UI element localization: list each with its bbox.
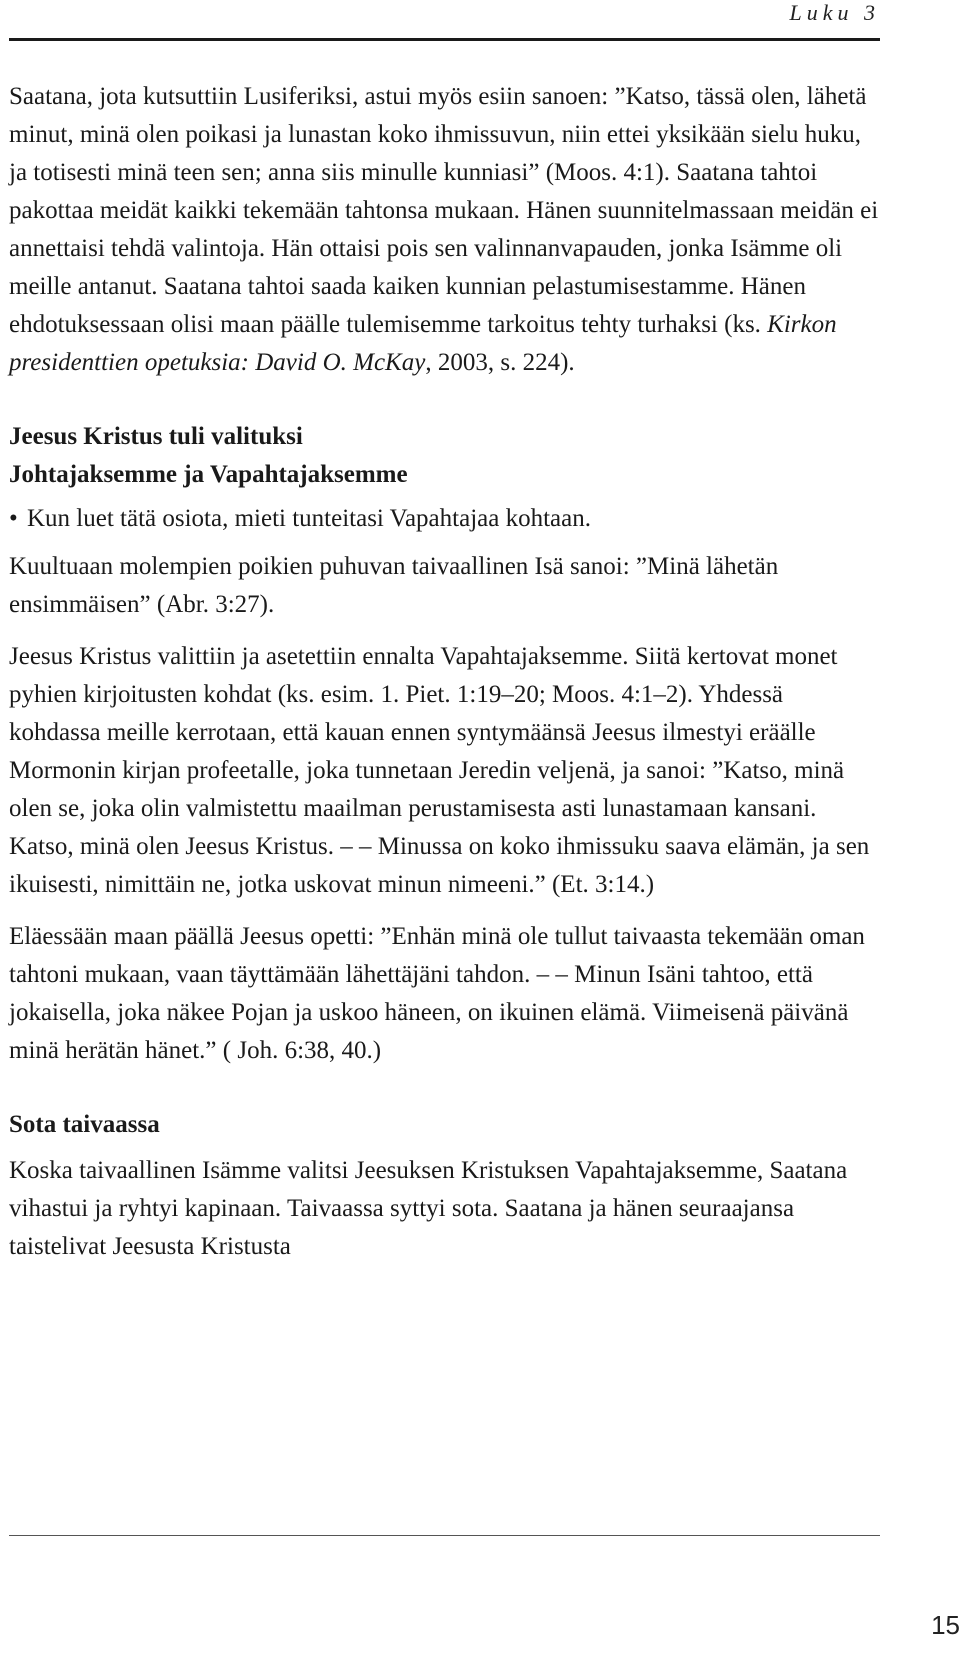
paragraph-text: Saatana, jota kutsuttiin Lusiferiksi, astui myös esiin sanoen: ”Katso, tässä olen, lähetä minut, minä olen poikasi ja lunastan koko ihmissuvun, niin ettei yksikään sielu huku, ja totisesti minä teen sen; anna siis minulle kunniasi” (Moos. 4:1). Saatana tahtoi pakottaa meidät kaikki tekemään tahtonsa mukaan. Hänen suunnitelmassaan meidän ei annettaisi tehdä valintoja. Hän ottaisi pois sen valinnanvapauden, jonka Isämme oli meille antanut. Saatana tahtoi saada kaiken kunnian pelastumisestamme. Hänen ehdotuksessaan olisi maan päälle tulemisemme tarkoitus tehty turhaksi (ks. <box>9 83 879 338</box>
page-number: 15 <box>931 1610 960 1640</box>
page-content <box>9 78 879 1280</box>
heading-line-1: Jeesus Kristus tuli valituksi <box>9 423 303 450</box>
section-heading-chosen <box>9 418 879 494</box>
study-prompt <box>9 500 879 538</box>
paragraph-father-chose: Kuultuaan molempien poikien puhuvan taivaallinen Isä sanoi: ”Minä lähetän ensimmäisen” (Abr. 3:27). <box>9 553 779 618</box>
section-heading-war-in-heaven: Sota taivaassa <box>9 1111 160 1138</box>
running-head: Luku 3 <box>789 0 880 25</box>
paragraph-war-in-heaven: Koska taivaallinen Isämme valitsi Jeesuksen Kristuksen Vapahtajaksemme, Saatana vihastui ja ryhtyi kapinaan. Taivaassa syttyi sota. Saatana ja hänen seuraajansa taistelivat Jeesusta Kristusta <box>9 1157 848 1260</box>
citation-tail: , 2003, s. 224). <box>425 349 575 376</box>
paragraph-satan-proposal <box>9 78 879 382</box>
paragraph-jesus-taught: Eläessään maan päällä Jeesus opetti: ”Enhän minä ole tullut taivaasta tekemään oman tahtoni mukaan, vaan täyttämään lähettäjäni tahdon. – – Minun Isäni tahtoo, että jokaisella, joka näkee Pojan ja uskoo häneen, on ikuinen elämä. Viimeisenä päivänä minä herätän hänet.” ( Joh. 6:38, 40.) <box>9 923 865 1064</box>
bullet-icon: • <box>9 505 18 532</box>
heading-line-2: Johtajaksemme ja Vapahtajaksemme <box>9 461 408 488</box>
header-rule <box>9 38 880 41</box>
citation-title: Kirkon presidenttien opetuksia: David O. McKay <box>9 311 837 376</box>
paragraph-jesus-chosen: Jeesus Kristus valittiin ja asetettiin ennalta Vapahtajaksemme. Siitä kertovat monet pyhien kirjoitusten kohdat (ks. esim. 1. Piet. 1:19–20; Moos. 4:1–2). Yhdessä kohdassa meille kerrotaan, että kauan ennen syntymäänsä Jeesus ilmestyi eräälle Mormonin kirjan profeetalle, joka tunnetaan Jeredin veljenä, ja sanoi: ”Katso, minä olen se, joka olin valmistettu maailman perustamisesta asti lunastamaan kansani. Katso, minä olen Jeesus Kristus. – – Minussa on koko ihmissuku saava elämän, ja sen ikuisesti, nimittäin ne, jotka uskovat minun nimeeni.” (Et. 3:14.) <box>9 643 870 898</box>
study-prompt-text: Kun luet tätä osiota, mieti tunteitasi Vapahtajaa kohtaan. <box>27 505 591 532</box>
footer-rule <box>9 1535 880 1536</box>
